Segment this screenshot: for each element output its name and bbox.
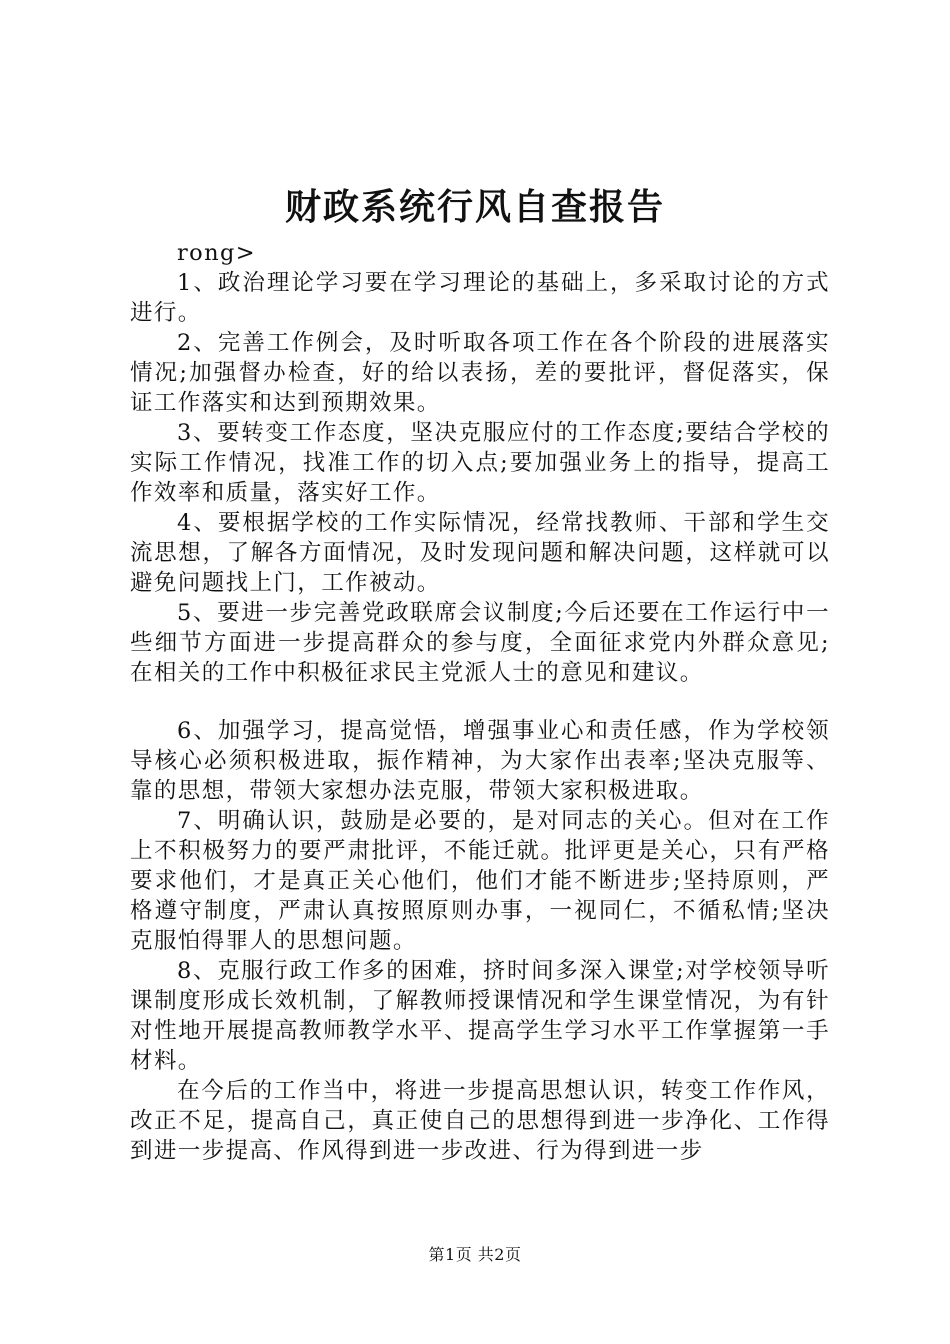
paragraph-item-6: 6、加强学习，提高觉悟，增强事业心和责任感，作为学校领导核心必须积极进取，振作精神，为大家作出表率;坚决克服等、靠的思想，带领大家想办法克服，带领大家积极进取。 [130,718,830,804]
paragraph-intro: rong> [177,240,257,266]
paragraph-item-7: 7、明确认识，鼓励是必要的，是对同志的关心。但对在工作上不积极努力的要严肃批评，不能迁就。批评更是关心，只有严格要求他们，才是真正关心他们，他们才能不断进步;坚持原则，严格遵守制度，严肃认真按照原则办事，一视同仁，不循私情;坚决克服怕得罪人的思想问题。 [130,808,830,954]
paragraph-item-4: 4、要根据学校的工作实际情况，经常找教师、干部和学生交流思想，了解各方面情况，及时发现问题和解决问题，这样就可以避免问题找上门，工作被动。 [130,510,830,596]
paragraph-item-2: 2、完善工作例会，及时听取各项工作在各个阶段的进展落实情况;加强督办检查，好的给以表扬，差的要批评，督促落实，保证工作落实和达到预期效果。 [130,330,830,416]
document-title: 财政系统行风自查报告 [284,187,665,228]
document-body [130,238,830,1166]
paragraph-conclusion: 在今后的工作当中，将进一步提高思想认识，转变工作作风，改正不足，提高自己，真正使自己的思想得到进一步净化、工作得到进一步提高、作风得到进一步改进、行为得到进一步 [130,1078,830,1164]
paragraph-item-1: 1、政治理论学习要在学习理论的基础上，多采取讨论的方式进行。 [130,270,830,326]
paragraph-item-3: 3、要转变工作态度，坚决克服应付的工作态度;要结合学校的实际工作情况，找准工作的切入点;要加强业务上的指导，提高工作效率和质量，落实好工作。 [130,420,830,506]
paragraph-item-5: 5、要进一步完善党政联席会议制度;今后还要在工作运行中一些细节方面进一步提高群众的参与度，全面征求党内外群众意见;在相关的工作中积极征求民主党派人士的意见和建议。 [130,600,830,686]
page-number-footer: 第1页 共2页 [428,1245,522,1264]
paragraph-item-8: 8、克服行政工作多的困难，挤时间多深入课堂;对学校领导听课制度形成长效机制，了解教师授课情况和学生课堂情况，为有针对性地开展提高教师教学水平、提高学生学习水平工作掌握第一手材料。 [130,958,830,1074]
